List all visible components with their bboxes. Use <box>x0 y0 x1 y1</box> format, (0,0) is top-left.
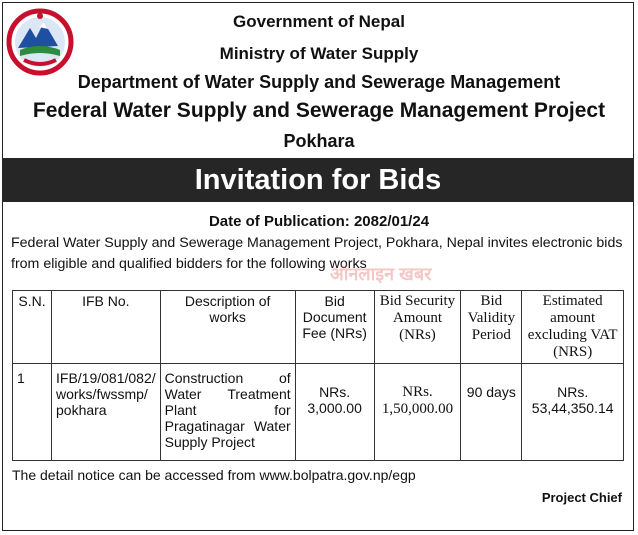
signature-title: Project Chief <box>541 490 622 505</box>
header-fee: Bid Document Fee (NRs) <box>295 291 374 364</box>
gov-title: Government of Nepal <box>233 12 405 31</box>
ministry-title: Ministry of Water Supply <box>219 44 419 63</box>
cell-fee: NRs. 3,000.00 <box>295 364 374 461</box>
cell-sn: 1 <box>13 364 52 461</box>
header-estimate: Estimated amount excluding VAT (NRS) <box>522 291 624 364</box>
invitation-banner: Invitation for Bids <box>2 158 634 202</box>
header-ifb: IFB No. <box>52 291 161 364</box>
watermark-logo: ऑनलाइन खबर <box>330 264 432 284</box>
cell-security: NRs. 1,50,000.00 <box>374 364 461 461</box>
department-title: Department of Water Supply and Sewerage Management <box>77 72 561 92</box>
bids-table <box>12 290 624 461</box>
table-row <box>13 364 624 461</box>
cell-desc: Construction of Water Treatment Plant for Pragatinagar Water Supply Project <box>160 364 295 461</box>
table-header-row <box>13 291 624 364</box>
header-desc: Description of works <box>160 291 295 364</box>
header-sn: S.N. <box>13 291 52 364</box>
cell-ifb: IFB/19/081/082/ works/fwssmp/ pokhara <box>52 364 161 461</box>
cell-estimate: NRs. 53,44,350.14 <box>522 364 624 461</box>
header-security: Bid Security Amount (NRs) <box>374 291 461 364</box>
project-title: Federal Water Supply and Sewerage Management Project <box>32 99 606 122</box>
publication-date: Date of Publication: 2082/01/24 <box>208 213 430 230</box>
intro-paragraph: Federal Water Supply and Sewerage Management Project, Pokhara, Nepal invites electronic bids from eligible and qualified bidders for the following works <box>11 235 623 272</box>
location-title: Pokhara <box>283 131 355 151</box>
header-validity: Bid Validity Period <box>461 291 522 364</box>
detail-notice: The detail notice can be accessed from www.bolpatra.gov.np/egp <box>12 467 416 483</box>
cell-validity: 90 days <box>461 364 522 461</box>
